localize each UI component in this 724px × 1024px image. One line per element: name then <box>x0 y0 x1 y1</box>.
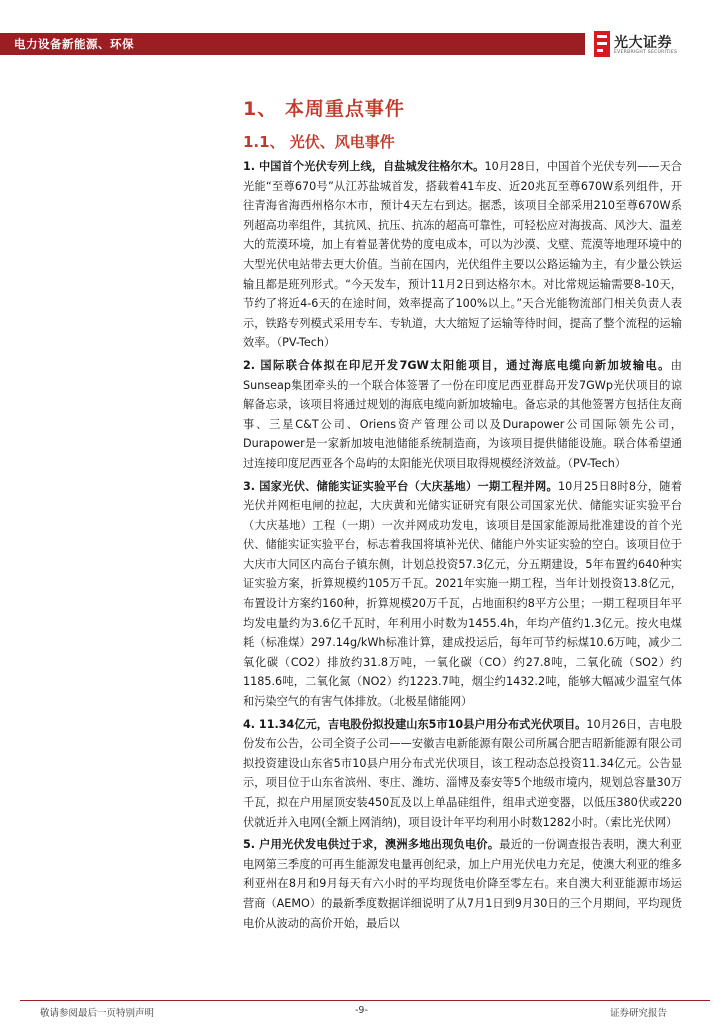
news-item-5 <box>243 835 682 933</box>
news-item-text: 10月25日8时8分，随着光伏并网柜电闸的拉起，大庆黄和光储实证研究有限公司国家光伏、储能实证实验平台（大庆基地）工程（一期）一次并网成功发电，该项目是国家能源局批准建设的首个光伏、储能实证实验平台，标志着我国将填补光伏、储能户外实证实验的空白。该项目位于大庆市大同区内高台子镇东侧，计划总投资57.3亿元，分五期建设，5年布置约640种实证实验方案，折算规模约105万千瓦。2021年实施一期工程，当年计划投资13.8亿元，布置设计方案约160种，折算规模20万千瓦，占地面积约8平方公里；一期工程项目年平均发电量约为3.6亿千瓦时，年利用小时数为1455.4h，年均产值约1.3亿元。按火电煤耗（标准煤）297.14g/kWh标准计算，建成投运后，每年可节约标煤10.6万吨，减少二氧化碳（CO2）排放约31.8万吨，一氧化碳（CO）约27.8吨，二氧化硫（SO2）约1185.6吨，二氧化氮（NO2）约1223.7吨，烟尘约1432.2吨，能够大幅减少温室气体和污染空气的有害气体排放。（北极星储能网） <box>243 479 682 709</box>
brand-logo <box>594 30 718 64</box>
footer-report-type: 证券研究报告 <box>610 1008 668 1019</box>
logo-name-cn: 光大证券 <box>614 35 672 51</box>
news-item-text: 10月26日，吉电股份发布公告，公司全资子公司——安徽吉电新能源有限公司所属合肥吉昭新能源有限公司拟投资建设山东省5市10县户用分布式光伏项目，该工程动态总投资11.34亿元。公告显示，项目位于山东省滨州、枣庄、潍坊、淄博及泰安等5个地级市境内，规划总容量30万千瓦，拟在户用屋顶安装450瓦及以上单晶硅组件，组串式逆变器，以低压380伏或220伏就近并入电网(全额上网消纳)，项目设计年平均利用小时数1282小时。（索比光伏网） <box>243 717 683 829</box>
news-item-lead: 1. 中国首个光伏专列上线，自盐城发往格尔木。 <box>243 160 485 173</box>
news-item-text: 10月28日，中国首个光伏专列——天合光能“至尊670号”从江苏盐城首发，搭载着41车皮、近20兆瓦至尊670W系列组件，开往青海省海西州格尔木市，预计4天左右到达。据悉，该项目全部采用210至尊670W系列超高功率组件，其抗风、抗压、抗冻的超高可靠性，可轻松应对海拔高、风沙大、温差大的荒漠环境，加上有着显著优势的度电成本，可以为沙漠、戈壁、荒漠等地理环境中的大型光伏电站带去更大价值。当前在国内，光伏组件主要以公路运输为主，有少量公铁运输且都是班列形式。“今天发车，预计11月2日到达格尔木。对比常规运输需要8-10天，节约了将近4-6天的在途时间，效率提高了100%以上。”天合光能物流部门相关负责人表示，铁路专列模式采用专车、专轨道，大大缩短了运输等待时间，提高了整个流程的运输效率。（PV-Tech） <box>243 160 682 350</box>
news-item-3 <box>243 477 682 712</box>
subsection-heading: 1.1、 光伏、风电事件 <box>243 133 395 151</box>
header-title: 电力设备新能源、环保 <box>14 37 134 51</box>
news-item-2 <box>243 356 682 474</box>
news-item-4 <box>243 715 682 833</box>
news-item-text: 由Sunseap集团牵头的一个联合体签署了一份在印度尼西亚群岛开发7GWp光伏项目的谅解备忘录，该项目将通过规划的海底电缆向新加坡输电。备忘录的其他签署方包括住友商事、三星C&T公司、Oriens资产管理公司以及Durapower公司国际领先公司，Durapower是一家新加坡电池储能系统制造商，为该项目提供储能设施。联合体希望通过连接印度尼西亚各个岛屿的太阳能光伏项目取得规模经济效益。（PV-Tech） <box>243 358 682 470</box>
news-item-text: 最近的一份调查报告表明，澳大利亚电网第三季度的可再生能源发电量再创纪录，加上户用光伏电力充足，使澳大利亚的维多利亚州在8月和9月每天有六小时的平均现货电价降至零左右。来自澳大利亚能源市场运营商（AEMO）的最新季度数据详细说明了从7月1日到9月30日的三个月期间，平均现货电价从波动的高价开始，最后以 <box>243 838 682 930</box>
news-item-lead: 2. 国际联合体拟在印尼开发7GW太阳能项目，通过海底电缆向新加坡输电。 <box>243 358 671 372</box>
news-item-lead: 3. 国家光伏、储能实证实验平台（大庆基地）一期工程并网。 <box>243 479 558 493</box>
footer-divider <box>20 1000 710 1001</box>
page-number: -9- <box>355 1005 368 1016</box>
news-item-lead: 4. 11.34亿元，吉电股份拟投建山东5市10县户用分布式光伏项目。 <box>243 717 587 731</box>
news-item-1 <box>243 157 682 353</box>
logo-name-en: EVERBRIGHT SECURITIES <box>614 50 678 55</box>
everbright-logo-icon <box>594 31 610 57</box>
news-item-lead: 5. 户用光伏发电供过于求，澳洲多地出现负电价。 <box>243 838 500 852</box>
footer-disclaimer: 敬请参阅最后一页特别声明 <box>40 1008 155 1019</box>
article-body <box>243 157 682 933</box>
section-heading: 1、 本周重点事件 <box>243 98 405 120</box>
